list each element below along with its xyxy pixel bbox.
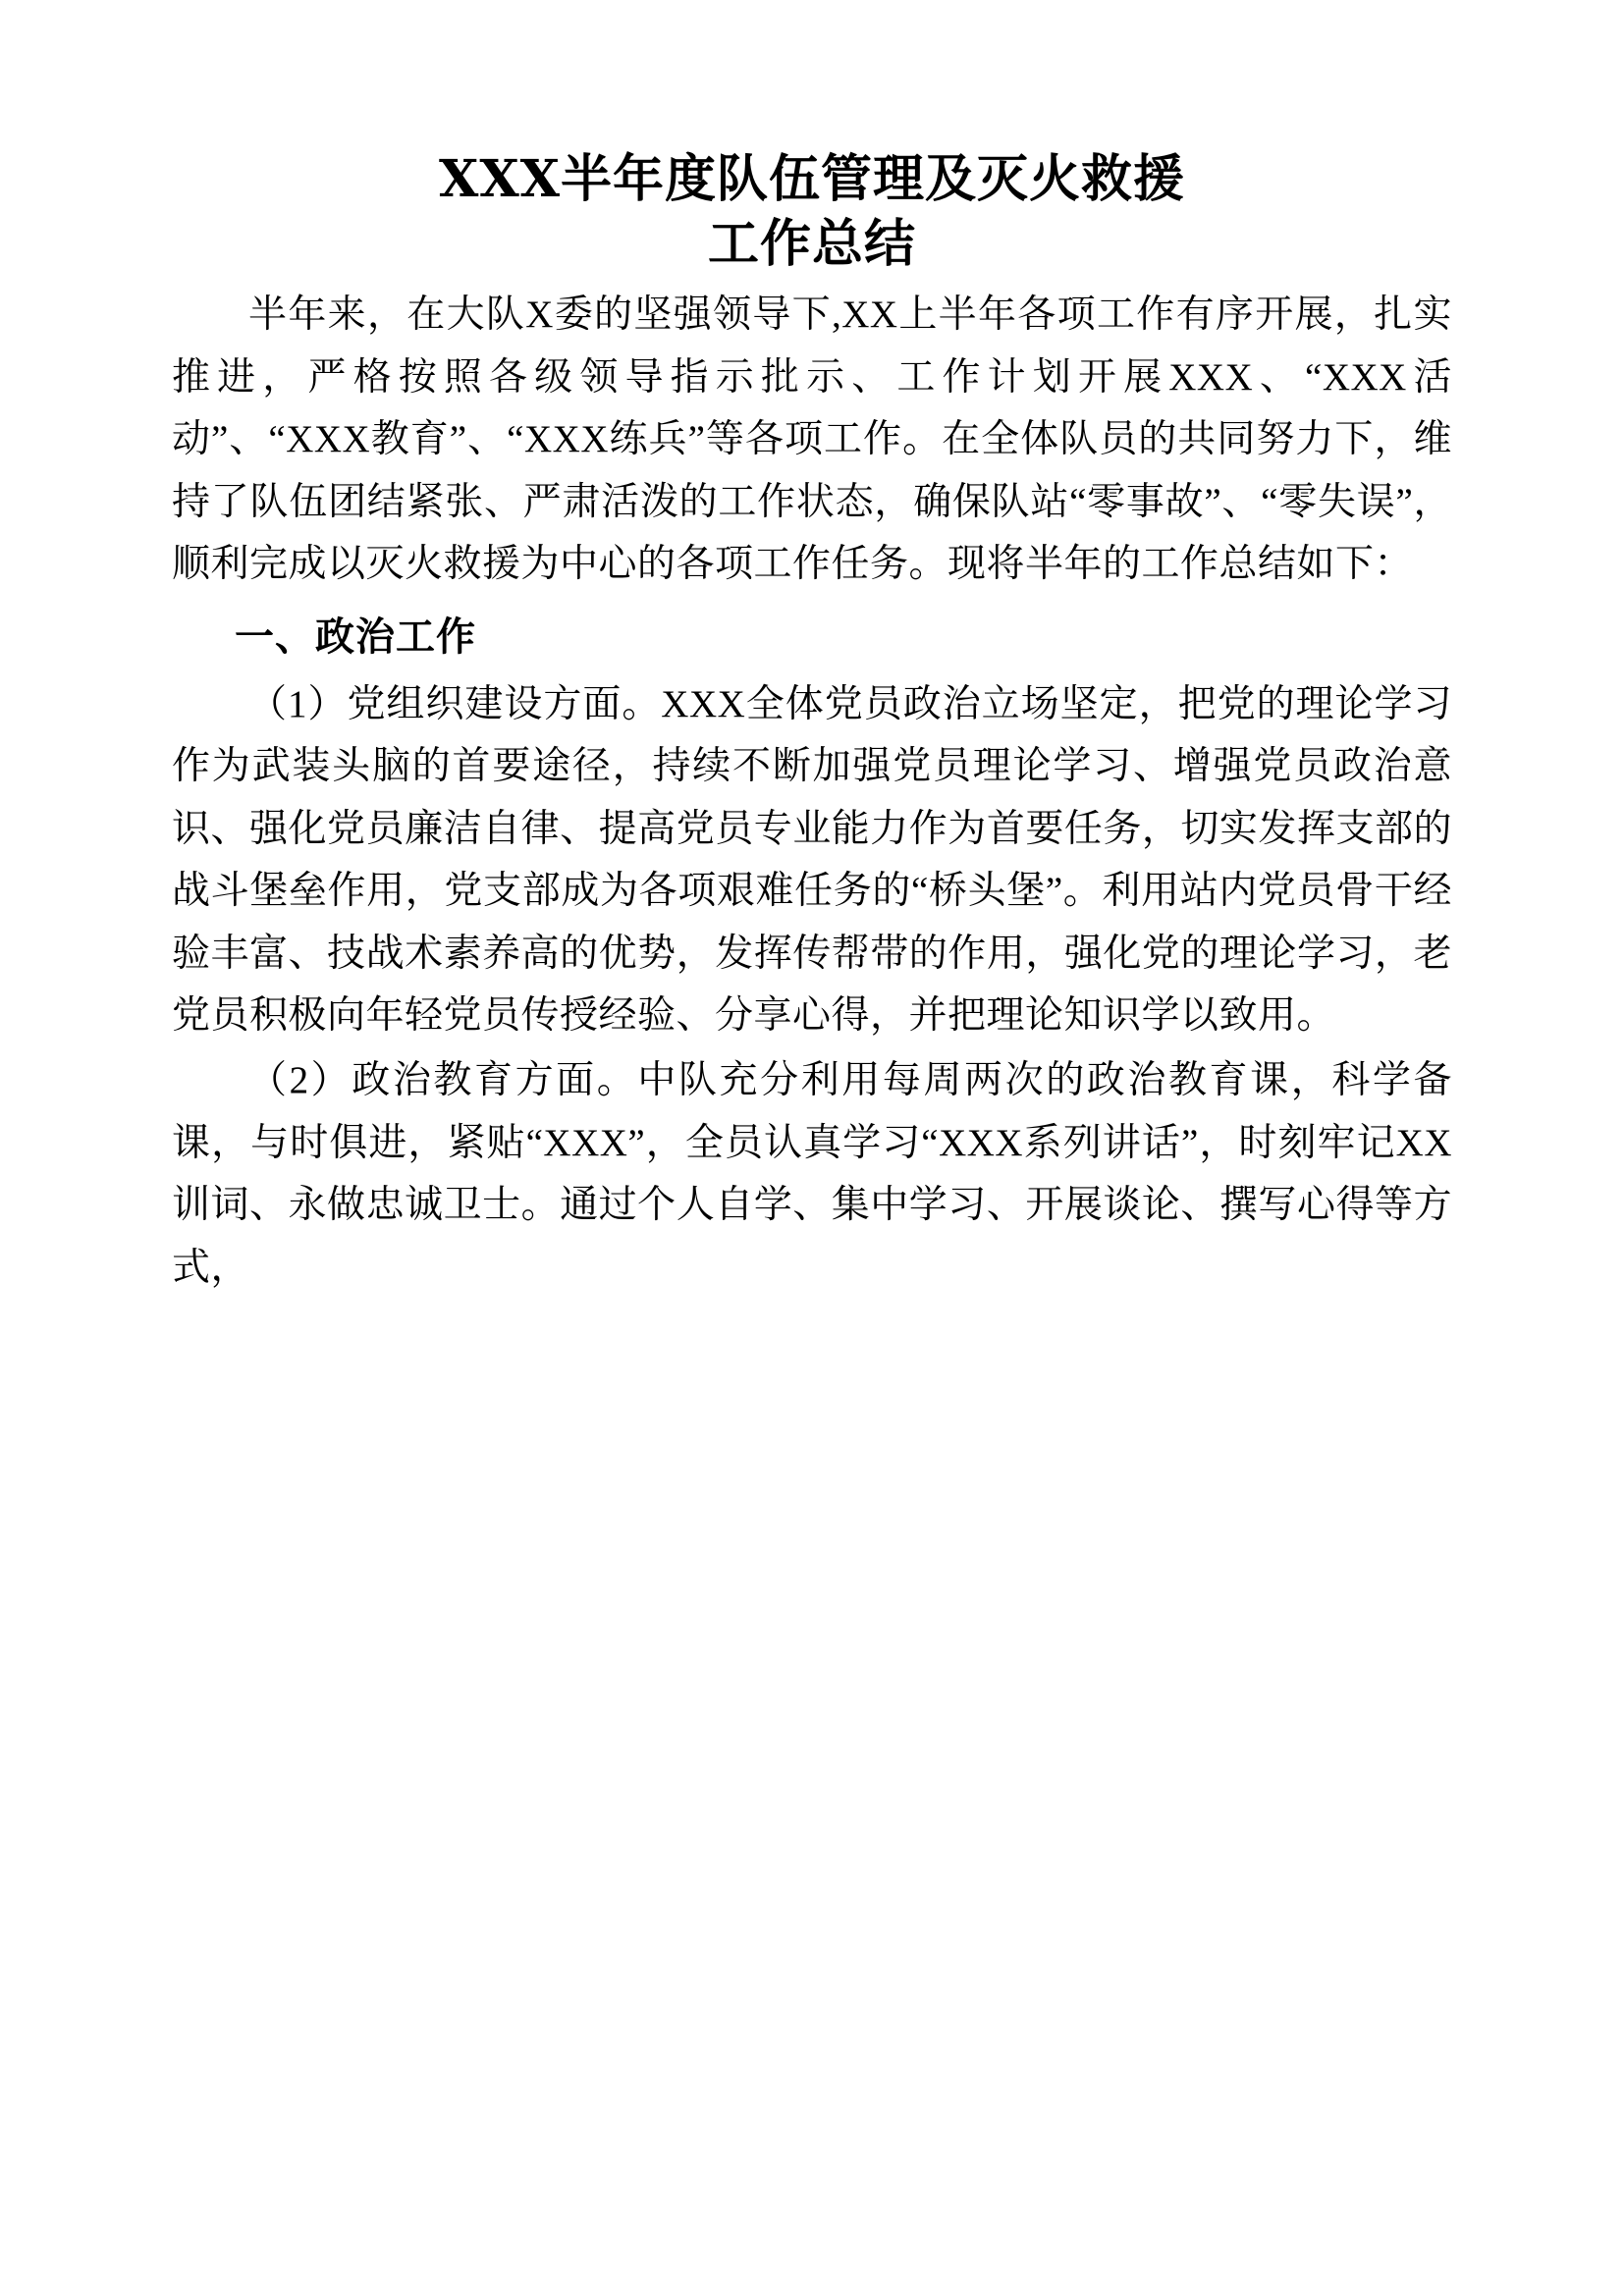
- page-title-line-2: 工作总结: [707, 213, 916, 274]
- section-1-paragraph-2: （2）政治教育方面。中队充分利用每周两次的政治教育课，科学备课，与时俱进，紧贴“XXX”，全员认真学习“XXX系列讲话”，时刻牢记XX训词、永做忠诚卫士。通过个人自学、集中学习、开展谈论、撰写心得等方式，: [172, 1059, 1452, 1289]
- section-1-paragraph-1: （1）党组织建设方面。XXX全体党员政治立场坚定，把党的理论学习作为武装头脑的首要途径，持续不断加强党员理论学习、增强党员政治意识、强化党员廉洁自律、提高党员专业能力作为首要任务，切实发挥支部的战斗堡垒作用，党支部成为各项艰难任务的“桥头堡”。利用站内党员骨干经验丰富、技战术素养高的优势，发挥传帮带的作用，强化党的理论学习，老党员积极向年轻党员传授经验、分享心得，并把理论知识学以致用。: [172, 682, 1452, 1038]
- page-title-line-1: XXX半年度队伍管理及灭火救援: [438, 149, 1186, 209]
- intro-paragraph: 半年来，在大队X委的坚强领导下,XX上半年各项工作有序开展，扎实推进，严格按照各级领导指示批示、工作计划开展XXX、“XXX活动”、“XXX教育”、“XXX练兵”等各项工作。在全体队员的共同努力下，维持了队伍团结紧张、严肃活泼的工作状态，确保队站“零事故”、“零失误”，顺利完成以灭火救援为中心的各项工作任务。现将半年的工作总结如下：: [172, 294, 1452, 586]
- section-heading-political-work: 一、政治工作: [235, 613, 476, 660]
- page-title: [172, 147, 1452, 276]
